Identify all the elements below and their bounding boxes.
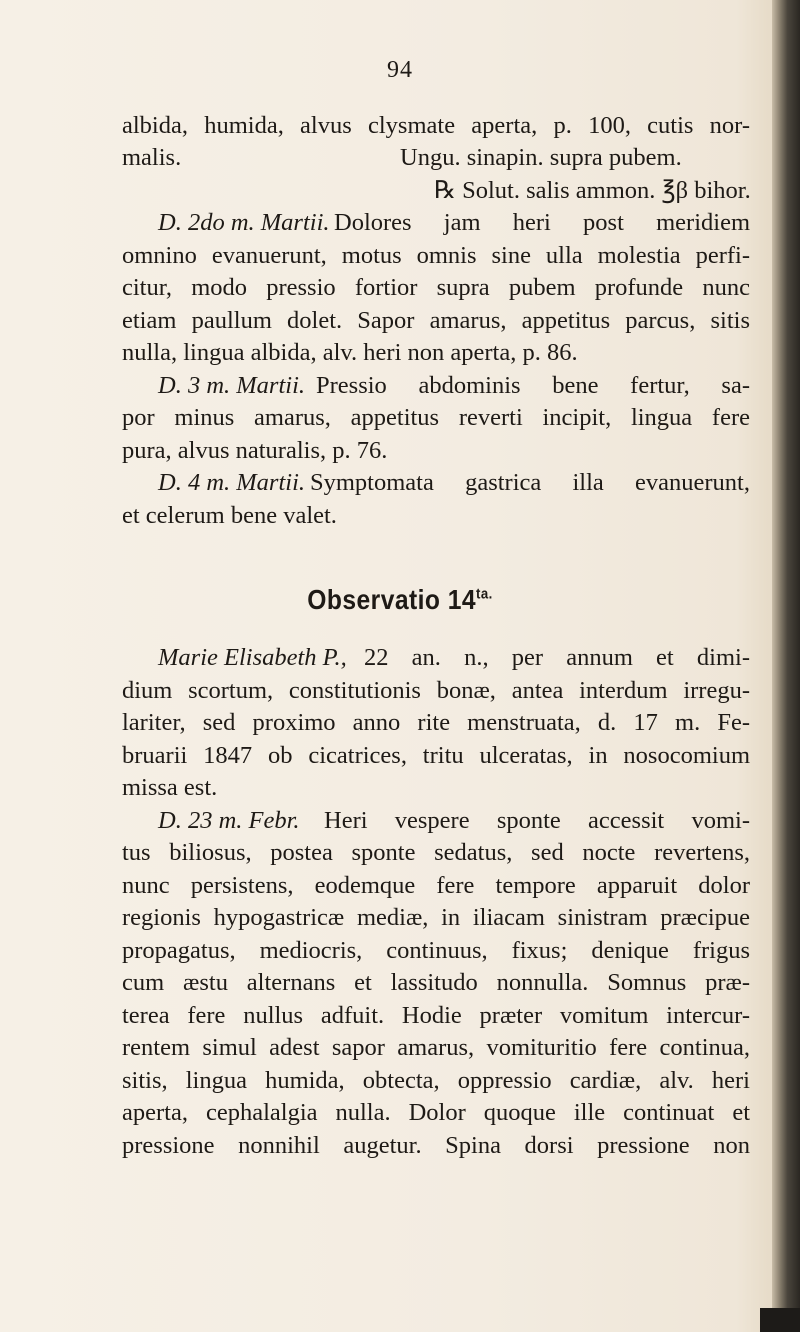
text-line: missa est. bbox=[122, 774, 218, 801]
observation-heading: Observatio $14^{ta.}$ bbox=[307, 584, 493, 615]
page-edge-shadow bbox=[772, 0, 800, 1332]
text-line: tus biliosus, postea sponte sedatus, sed nocte revertens, bbox=[122, 839, 750, 866]
text-line: et celerum bene valet. bbox=[122, 502, 337, 529]
text-line: citur, modo pressio fortior supra pubem profunde nunc bbox=[122, 274, 750, 301]
text-line: rentem simul adest sapor amarus, vomituritio fere continua, bbox=[122, 1034, 750, 1061]
text-line: por minus amarus, appetitus reverti incipit, lingua fere bbox=[122, 404, 750, 431]
text-line: malis. bbox=[122, 144, 182, 171]
text-line: terea fere nullus adfuit. Hodie præter vomitum intercur- bbox=[122, 1002, 750, 1029]
entry-date: D. 3 m. Martii. bbox=[158, 372, 305, 399]
text-line: lariter, sed proximo anno rite menstruata, d. 17 m. Fe- bbox=[122, 709, 750, 736]
text-line: dium scortum, constitutionis bonæ, antea interdum irregu- bbox=[122, 677, 750, 704]
page-number: 94 bbox=[387, 57, 413, 83]
text-line: Symptomata gastrica illa evanuerunt, bbox=[310, 469, 750, 496]
entry-date: D. 4 m. Martii. bbox=[158, 469, 305, 496]
text-line: Pressio abdominis bene fertur, sa- bbox=[316, 372, 750, 399]
text-line: sitis, lingua humida, obtecta, oppressio cardiæ, alv. heri bbox=[122, 1067, 750, 1094]
text-line: pressione nonnihil augetur. Spina dorsi pressione non bbox=[122, 1132, 750, 1159]
text-line: nulla, lingua albida, alv. heri non aperta, p. 86. bbox=[122, 339, 578, 366]
entry-date: D. 23 m. Febr. bbox=[158, 807, 300, 834]
text-line: Heri vespere sponte accessit vomi- bbox=[324, 807, 750, 834]
text-line: regionis hypogastricæ mediæ, in iliacam sinistram præcipue bbox=[122, 904, 750, 931]
text-line: bruarii 1847 ob cicatrices, tritu ulceratas, in nosocomium bbox=[122, 742, 750, 769]
text-line: cum æstu alternans et lassitudo nonnulla. Somnus præ- bbox=[122, 969, 750, 996]
text-line: omnino evanuerunt, motus omnis sine ulla molestia perfi- bbox=[122, 242, 750, 269]
text-line: aperta, cephalalgia nulla. Dolor quoque ille continuat et bbox=[122, 1099, 750, 1126]
entry-date: D. 2do m. Martii. bbox=[158, 209, 330, 236]
text-line: pura, alvus naturalis, p. 76. bbox=[122, 437, 388, 464]
text-line: Dolores jam heri post meridiem bbox=[334, 209, 750, 236]
prescription-line: Ungu. sinapin. supra pubem. bbox=[400, 144, 682, 171]
page-edge-corner bbox=[760, 1308, 800, 1332]
text-line: 22 an. n., per annum et dimi- bbox=[364, 644, 750, 671]
text-line: albida, humida, alvus clysmate aperta, p. 100, cutis nor- bbox=[122, 112, 750, 139]
text-line: etiam paullum dolet. Sapor amarus, appetitus parcus, sitis bbox=[122, 307, 750, 334]
text-line: nunc persistens, eodemque fere tempore apparuit dolor bbox=[122, 872, 750, 899]
patient-name: Marie Elisabeth P., bbox=[158, 644, 347, 671]
text-line: propagatus, mediocris, continuus, fixus; denique frigus bbox=[122, 937, 750, 964]
prescription-line: ℞ Solut. salis ammon. ℥β bihor. bbox=[434, 177, 751, 204]
